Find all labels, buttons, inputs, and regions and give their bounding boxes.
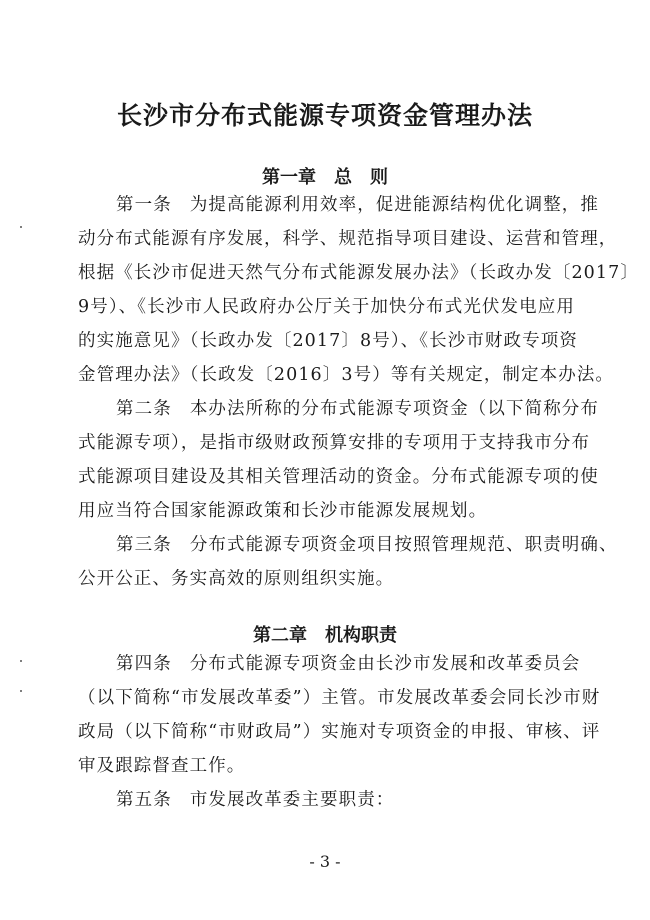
binding-mark: [20, 226, 22, 228]
article-text: 分布式能源专项资金由长沙市发展和改革委员会: [189, 654, 581, 674]
article-first-line: [116, 652, 580, 676]
article-label: 第二条: [116, 399, 172, 419]
article-first-line: [116, 533, 618, 557]
article-text-line: 审及跟踪督查工作。: [78, 756, 246, 776]
page-number: - 3 -: [309, 852, 341, 871]
article-text: 本办法所称的分布式能源专项资金（以下简称分布: [189, 399, 600, 419]
binding-mark: [20, 660, 22, 662]
article-label: 第一条: [116, 195, 172, 215]
document-title: 长沙市分布式能源专项资金管理办法: [116, 101, 533, 130]
article-label: 第五条: [116, 790, 172, 810]
article-text-line: 9号）、《长沙市人民政府办公厅关于加快分布式光伏发电应用: [78, 297, 575, 317]
article-first-line: [116, 788, 394, 812]
chapter-heading: 第二章 机构职责: [253, 625, 397, 646]
article-text-line: 根据《长沙市促进天然气分布式能源发展办法》（长政办发〔2017〕: [78, 263, 639, 283]
chapter-heading: 第一章 总 则: [262, 167, 388, 188]
binding-mark: [20, 690, 22, 692]
article-first-line: [116, 193, 599, 217]
article-text-line: 式能源专项），是指市级财政预算安排的专项用于支持我市分布: [78, 433, 591, 453]
article-text-line: 的实施意见》（长政办发〔2017〕8号）、《长沙市财政专项资: [78, 331, 578, 351]
article-text: 分布式能源专项资金项目按照管理规范、职责明确、: [189, 535, 618, 555]
article-text-line: 动分布式能源有序发展，科学、规范指导项目建设、运营和管理，: [78, 229, 618, 249]
article-label: 第三条: [116, 535, 172, 555]
article-first-line: [116, 397, 599, 421]
article-text-line: （以下简称“市发展改革委”）主管。市发展改革委会同长沙市财: [78, 688, 601, 708]
article-text-line: 政局（以下简称“市财政局”）实施对专项资金的申报、审核、评: [78, 722, 601, 742]
article-text-line: 式能源项目建设及其相关管理活动的资金。分布式能源专项的使: [78, 467, 599, 487]
article-text-line: 金管理办法》（长政发〔2016〕3号）等有关规定，制定本办法。: [78, 365, 615, 385]
article-text: 市发展改革委主要职责：: [189, 790, 395, 810]
article-text-line: 用应当符合国家能源政策和长沙市能源发展规划。: [78, 501, 488, 521]
article-text-line: 公开公正、务实高效的原则组织实施。: [78, 569, 395, 589]
article-label: 第四条: [116, 654, 172, 674]
article-text: 为提高能源利用效率，促进能源结构优化调整，推: [189, 195, 600, 215]
